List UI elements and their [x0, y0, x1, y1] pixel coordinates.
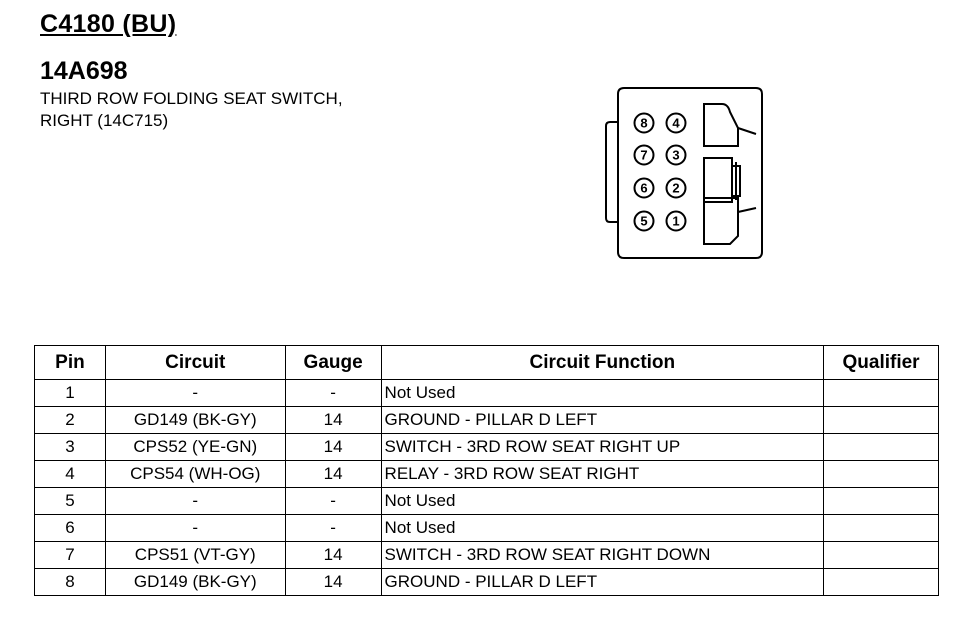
- table-row: [35, 515, 939, 542]
- cell-gauge: -: [285, 488, 381, 515]
- cell-function: Not Used: [381, 380, 824, 407]
- table-row: [35, 488, 939, 515]
- cell-function: GROUND - PILLAR D LEFT: [381, 407, 824, 434]
- cell-circuit: GD149 (BK-GY): [105, 569, 285, 596]
- pin-number-3: 3: [672, 147, 680, 163]
- connector-lower-latch: [704, 198, 738, 244]
- pin-number-8: 8: [640, 115, 648, 131]
- cell-qualifier: [824, 515, 939, 542]
- cell-pin: 3: [35, 434, 106, 461]
- table-row: [35, 461, 939, 488]
- connector-face-diagram: [600, 86, 770, 264]
- cell-function: Not Used: [381, 515, 824, 542]
- table-row: [35, 569, 939, 596]
- pin-number-5: 5: [640, 213, 648, 229]
- connector-key: [704, 158, 732, 202]
- cell-pin: 7: [35, 542, 106, 569]
- header-circuit: Circuit: [105, 346, 285, 380]
- cell-gauge: 14: [285, 569, 381, 596]
- header-qualifier: Qualifier: [824, 346, 939, 380]
- cell-circuit: GD149 (BK-GY): [105, 407, 285, 434]
- pin-number-4: 4: [672, 115, 680, 131]
- description-line-2: RIGHT (14C715): [40, 111, 169, 130]
- cell-qualifier: [824, 488, 939, 515]
- cell-function: GROUND - PILLAR D LEFT: [381, 569, 824, 596]
- cell-circuit: -: [105, 488, 285, 515]
- table-row: [35, 380, 939, 407]
- cell-circuit: CPS52 (YE-GN): [105, 434, 285, 461]
- cell-pin: 1: [35, 380, 106, 407]
- cell-gauge: 14: [285, 542, 381, 569]
- pin-number-1: 1: [672, 213, 680, 229]
- pin-number-2: 2: [672, 180, 680, 196]
- pin-number-7: 7: [640, 147, 648, 163]
- cell-qualifier: [824, 542, 939, 569]
- cell-gauge: 14: [285, 461, 381, 488]
- table-row: [35, 542, 939, 569]
- pin-number-6: 6: [640, 180, 648, 196]
- cell-qualifier: [824, 461, 939, 488]
- header-gauge: Gauge: [285, 346, 381, 380]
- cell-qualifier: [824, 380, 939, 407]
- cell-gauge: 14: [285, 434, 381, 461]
- cell-pin: 6: [35, 515, 106, 542]
- cell-gauge: 14: [285, 407, 381, 434]
- cell-pin: 4: [35, 461, 106, 488]
- connector-upper-latch: [704, 104, 738, 146]
- table-row: [35, 407, 939, 434]
- table-row: [35, 434, 939, 461]
- cell-circuit: -: [105, 515, 285, 542]
- table-header-row: [35, 346, 939, 380]
- cell-circuit: CPS51 (VT-GY): [105, 542, 285, 569]
- cell-gauge: -: [285, 380, 381, 407]
- cell-function: SWITCH - 3RD ROW SEAT RIGHT UP: [381, 434, 824, 461]
- cell-circuit: CPS54 (WH-OG): [105, 461, 285, 488]
- pinout-table: [34, 345, 939, 596]
- cell-function: RELAY - 3RD ROW SEAT RIGHT: [381, 461, 824, 488]
- cell-qualifier: [824, 434, 939, 461]
- cell-function: Not Used: [381, 488, 824, 515]
- cell-function: SWITCH - 3RD ROW SEAT RIGHT DOWN: [381, 542, 824, 569]
- cell-qualifier: [824, 569, 939, 596]
- connector-id: C4180 (BU): [40, 10, 177, 38]
- cell-pin: 5: [35, 488, 106, 515]
- cell-qualifier: [824, 407, 939, 434]
- header-circuit-function: Circuit Function: [381, 346, 824, 380]
- header-pin: Pin: [35, 346, 106, 380]
- cell-pin: 8: [35, 569, 106, 596]
- connector-description: [40, 88, 343, 132]
- part-number: 14A698: [40, 57, 128, 85]
- cell-gauge: -: [285, 515, 381, 542]
- cell-pin: 2: [35, 407, 106, 434]
- connector-side-tab: [606, 122, 618, 222]
- description-line-1: THIRD ROW FOLDING SEAT SWITCH,: [40, 89, 343, 108]
- cell-circuit: -: [105, 380, 285, 407]
